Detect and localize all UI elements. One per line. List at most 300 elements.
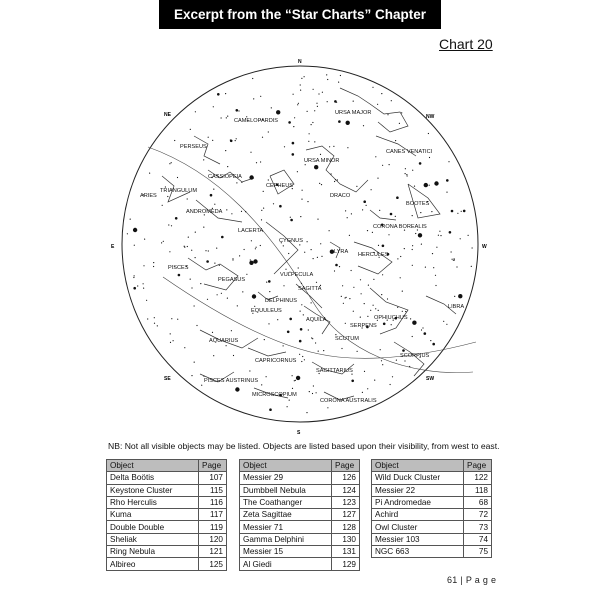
star	[191, 375, 192, 376]
star	[300, 311, 301, 312]
star	[440, 235, 441, 236]
object-name-cell: Wild Duck Cluster	[372, 472, 464, 484]
star	[430, 340, 431, 341]
star	[320, 243, 321, 244]
star	[379, 210, 380, 211]
star	[451, 210, 454, 213]
star	[191, 287, 192, 288]
star	[428, 133, 429, 134]
star	[381, 360, 382, 361]
page-number: 61 | P a g e	[447, 575, 497, 585]
star	[372, 87, 373, 88]
star	[395, 216, 396, 217]
object-name-cell: Albireo	[107, 558, 199, 570]
object-name-cell: Messier 71	[240, 521, 332, 533]
star	[208, 137, 209, 138]
star	[334, 270, 335, 271]
star	[285, 269, 286, 270]
star	[205, 250, 206, 251]
star	[133, 277, 134, 278]
star	[314, 165, 318, 169]
star	[372, 232, 373, 233]
star	[301, 283, 302, 284]
star	[237, 305, 238, 306]
star	[425, 267, 426, 268]
star	[341, 348, 342, 349]
star	[463, 210, 466, 213]
star	[177, 177, 178, 178]
star	[377, 178, 378, 179]
star	[301, 361, 302, 362]
star	[407, 175, 408, 176]
star	[212, 332, 213, 333]
star	[405, 311, 406, 312]
label-canes-venatici: CANES VENATICI	[386, 149, 433, 155]
star	[212, 140, 213, 141]
star	[436, 247, 437, 248]
star	[146, 300, 147, 301]
star	[289, 318, 292, 321]
star	[364, 371, 365, 372]
star	[137, 285, 138, 286]
star	[249, 175, 253, 179]
star	[133, 287, 136, 290]
table-row	[372, 546, 492, 558]
table-row	[372, 496, 492, 508]
page-number-cell: 117	[199, 509, 227, 521]
star	[171, 162, 172, 163]
page-number-cell: 131	[332, 546, 360, 558]
star	[405, 173, 406, 174]
star	[292, 142, 295, 145]
label-scutum: SCUTUM	[335, 336, 359, 342]
star	[143, 283, 144, 284]
star	[323, 350, 324, 351]
star	[253, 259, 257, 263]
table-row	[107, 472, 227, 484]
star	[356, 186, 357, 187]
star	[396, 196, 399, 199]
star	[290, 219, 293, 222]
star	[268, 179, 269, 180]
star	[200, 283, 201, 284]
star	[144, 239, 145, 240]
star	[443, 321, 444, 322]
object-name-cell: Owl Cluster	[372, 521, 464, 533]
label-vulpecula: VULPECULA	[280, 272, 314, 278]
star	[302, 190, 303, 191]
star	[133, 228, 137, 232]
star	[262, 137, 263, 138]
page-number-cell: 125	[199, 558, 227, 570]
star	[389, 164, 390, 165]
table-row	[240, 546, 360, 558]
star	[187, 246, 188, 247]
star	[446, 179, 449, 182]
star	[362, 209, 363, 210]
star	[397, 258, 398, 259]
star	[346, 297, 347, 298]
label-capricornus: CAPRICORNUS	[255, 358, 297, 364]
star	[337, 179, 338, 180]
star	[203, 376, 204, 377]
object-name-cell: Gamma Delphini	[240, 533, 332, 545]
star	[458, 294, 462, 298]
star	[252, 78, 253, 79]
star	[471, 266, 472, 267]
star	[221, 236, 224, 239]
star	[387, 114, 388, 115]
label-ophiuchus: OPHIUCHUS	[374, 315, 408, 321]
label-cepheus: CEPHEUS	[266, 183, 294, 189]
star	[168, 224, 169, 225]
star	[134, 275, 135, 276]
label-draco: DRACO	[330, 193, 351, 199]
star	[308, 329, 309, 330]
star	[236, 182, 237, 183]
star	[312, 393, 313, 394]
star	[373, 305, 374, 306]
label-serpens: SERPENS	[350, 323, 377, 329]
star	[387, 298, 388, 299]
star	[334, 181, 335, 182]
star	[360, 317, 361, 318]
star	[232, 259, 233, 260]
table-row	[240, 558, 360, 570]
star	[231, 213, 232, 214]
star	[345, 297, 346, 298]
star	[333, 146, 334, 147]
star	[307, 201, 308, 202]
star	[214, 204, 215, 205]
star	[351, 380, 354, 383]
label-pegasus: PEGASUS	[218, 277, 246, 283]
star	[312, 338, 313, 339]
star	[293, 94, 294, 95]
star	[412, 321, 416, 325]
star	[342, 285, 343, 286]
star	[225, 93, 226, 94]
star	[304, 76, 305, 77]
star	[300, 328, 303, 331]
star	[287, 406, 288, 407]
star	[190, 279, 191, 280]
table-row	[240, 533, 360, 545]
label-corona-australis: CORONA AUSTRALIS	[320, 398, 377, 404]
star	[260, 245, 261, 246]
star	[338, 120, 341, 123]
table-row	[372, 472, 492, 484]
star	[433, 267, 434, 268]
object-name-cell: The Coathanger	[240, 496, 332, 508]
star	[268, 280, 271, 283]
star	[435, 285, 436, 286]
star	[329, 230, 330, 231]
star	[401, 112, 402, 113]
page-number-cell: 72	[464, 509, 492, 521]
star	[300, 90, 301, 91]
table-row	[372, 533, 492, 545]
star	[292, 153, 295, 156]
star	[221, 117, 222, 118]
star	[313, 385, 314, 386]
star	[381, 93, 382, 94]
star	[454, 259, 455, 260]
star	[349, 298, 350, 299]
star	[460, 238, 461, 239]
star	[367, 230, 368, 231]
table-row	[372, 484, 492, 496]
star	[375, 308, 376, 309]
star	[273, 203, 274, 204]
star	[415, 233, 416, 234]
star	[292, 375, 293, 376]
star	[171, 318, 172, 319]
star	[374, 380, 375, 381]
star	[457, 213, 458, 214]
star	[261, 219, 262, 220]
star	[311, 302, 312, 303]
object-name-cell: Dumbbell Nebula	[240, 484, 332, 496]
star	[396, 360, 397, 361]
star	[253, 98, 254, 99]
star	[194, 305, 195, 306]
star	[317, 257, 318, 258]
star	[335, 179, 336, 180]
star	[421, 244, 422, 245]
table-row	[372, 521, 492, 533]
star	[162, 205, 163, 206]
star	[301, 304, 302, 305]
star	[412, 215, 413, 216]
object-name-cell: Kuma	[107, 509, 199, 521]
star	[318, 93, 319, 94]
star	[307, 241, 308, 242]
star	[429, 157, 430, 158]
star	[353, 101, 354, 102]
star	[210, 194, 213, 197]
object-name-cell: Zeta Sagittae	[240, 509, 332, 521]
star	[304, 359, 305, 360]
star	[345, 210, 346, 211]
star	[306, 412, 307, 413]
star	[206, 260, 209, 263]
star	[225, 150, 226, 151]
star	[196, 325, 197, 326]
star	[334, 100, 337, 103]
table-row	[107, 484, 227, 496]
star	[161, 242, 162, 243]
star	[188, 237, 189, 238]
star	[171, 225, 172, 226]
star	[236, 109, 239, 112]
star	[456, 266, 457, 267]
star	[402, 311, 403, 312]
star	[266, 376, 267, 377]
label-triangulum: TRIANGULUM	[160, 188, 197, 194]
star	[169, 163, 170, 164]
star	[277, 319, 278, 320]
star	[255, 248, 256, 249]
page-number-cell: 68	[464, 496, 492, 508]
star	[329, 146, 330, 147]
star	[261, 210, 262, 211]
page-number-cell: 119	[199, 521, 227, 533]
star	[412, 170, 413, 171]
star	[299, 340, 302, 343]
star	[143, 288, 144, 289]
star	[184, 347, 185, 348]
star	[167, 196, 168, 197]
star	[412, 245, 413, 246]
star	[424, 183, 428, 187]
direction-e: E	[111, 244, 115, 250]
label-delphinus: DELPHINUS	[265, 298, 298, 304]
direction-se: SE	[164, 376, 171, 382]
star	[154, 323, 155, 324]
star	[303, 314, 304, 315]
page-number-cell: 74	[464, 533, 492, 545]
star	[429, 185, 430, 186]
star	[399, 123, 400, 124]
star	[378, 245, 379, 246]
page-number-cell: 129	[332, 558, 360, 570]
page-number-cell: 123	[332, 496, 360, 508]
star	[219, 265, 220, 266]
star	[213, 189, 214, 190]
star	[203, 227, 204, 228]
star	[400, 277, 401, 278]
star	[363, 200, 366, 203]
label-aquila: AQUILA	[306, 317, 327, 323]
star	[382, 245, 385, 248]
star	[173, 340, 174, 341]
page-number-cell: 122	[464, 472, 492, 484]
object-name-cell: Achird	[372, 509, 464, 521]
star	[316, 282, 317, 283]
star	[446, 324, 447, 325]
star	[130, 219, 131, 220]
object-name-cell: Keystone Cluster	[107, 484, 199, 496]
star	[296, 376, 300, 380]
table-row	[240, 509, 360, 521]
star	[432, 343, 435, 346]
object-column-header: Object	[107, 460, 199, 472]
star	[388, 234, 389, 235]
star	[149, 173, 150, 174]
table-row	[240, 521, 360, 533]
direction-ne: NE	[164, 112, 171, 118]
star	[375, 156, 376, 157]
star	[316, 392, 317, 393]
object-name-cell: Double Double	[107, 521, 199, 533]
star	[317, 106, 318, 107]
star	[346, 121, 350, 125]
label-corona-borealis: CORONA BOREALIS	[373, 224, 427, 230]
label-andromeda: ANDROMEDA	[186, 209, 223, 215]
star	[349, 235, 350, 236]
star	[383, 323, 386, 326]
star	[313, 258, 314, 259]
star	[424, 332, 427, 335]
star	[361, 293, 362, 294]
star	[177, 319, 178, 320]
star	[294, 117, 295, 118]
label-pisces: PISCES	[168, 265, 189, 271]
star	[331, 173, 332, 174]
star	[249, 261, 253, 265]
star	[201, 385, 202, 386]
star	[412, 265, 413, 266]
star	[213, 355, 214, 356]
star	[242, 291, 243, 292]
object-name-cell: Messier 29	[240, 472, 332, 484]
star	[191, 250, 192, 251]
star	[263, 191, 264, 192]
star	[264, 339, 265, 340]
page-number-cell: 121	[199, 546, 227, 558]
star	[283, 345, 284, 346]
star	[233, 355, 234, 356]
label-sagittarius: SAGITTARIUS	[316, 368, 353, 374]
star	[448, 161, 449, 162]
page-number-cell: 115	[199, 484, 227, 496]
star	[362, 392, 363, 393]
label-perseus: PERSEUS	[180, 144, 207, 150]
star	[289, 400, 290, 401]
star	[227, 116, 228, 117]
star	[227, 166, 228, 167]
page-number-cell: 124	[332, 484, 360, 496]
star	[184, 246, 185, 247]
object-name-cell: Pi Andromedae	[372, 496, 464, 508]
star	[163, 241, 164, 242]
star	[302, 356, 303, 357]
star	[187, 198, 188, 199]
star	[178, 274, 181, 277]
star	[169, 251, 170, 252]
object-column-header: Object	[240, 460, 332, 472]
table-row	[107, 496, 227, 508]
star	[472, 247, 473, 248]
label-aquarius: AQUARIUS	[209, 338, 239, 344]
star	[404, 360, 405, 361]
label-sagitta: SAGITTA	[298, 286, 322, 292]
star	[292, 388, 293, 389]
page-column-header: Page	[332, 460, 360, 472]
star	[351, 213, 352, 214]
star	[351, 270, 352, 271]
label-microscopium: MICROSCOPIUM	[252, 392, 297, 398]
star	[217, 93, 220, 96]
star	[431, 211, 432, 212]
star	[230, 140, 233, 143]
star	[301, 78, 302, 79]
page-number-cell: 118	[464, 484, 492, 496]
star	[357, 351, 358, 352]
star	[276, 110, 280, 114]
page-number-cell: 75	[464, 546, 492, 558]
page-number-cell: 128	[332, 521, 360, 533]
table-row	[240, 496, 360, 508]
label-ursa-major: URSA MAJOR	[335, 110, 372, 116]
star	[366, 205, 367, 206]
star	[380, 349, 381, 350]
label-aries: ARIES	[140, 193, 157, 199]
star	[195, 111, 196, 112]
direction-n: N	[298, 59, 302, 65]
star	[263, 208, 264, 209]
